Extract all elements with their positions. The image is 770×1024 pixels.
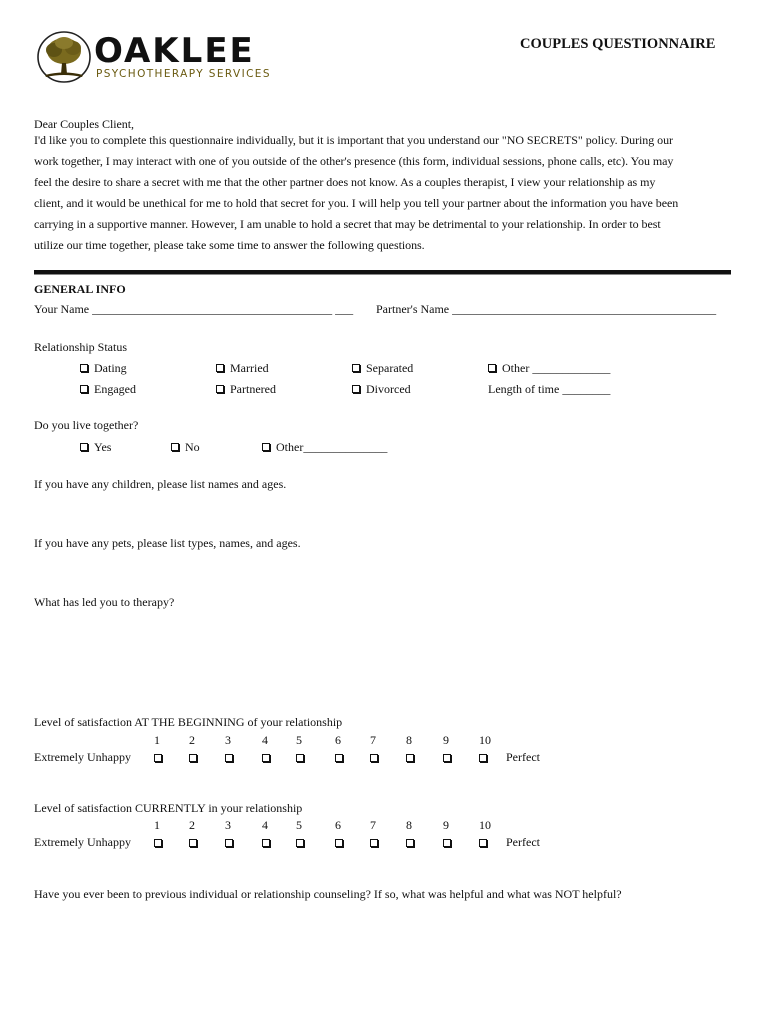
- scale-checkbox[interactable]: [443, 754, 451, 762]
- perfect-label: Perfect: [506, 750, 540, 764]
- scale-number: 5: [296, 733, 302, 747]
- scale-number: 10: [479, 818, 491, 832]
- scale-checkbox[interactable]: [262, 754, 270, 762]
- scale-checkbox[interactable]: [406, 754, 414, 762]
- checkbox-engaged[interactable]: [80, 382, 136, 397]
- page-title: COUPLES QUESTIONNAIRE: [520, 36, 716, 52]
- checkbox-icon: [216, 364, 224, 372]
- checkbox-icon: [262, 443, 270, 451]
- relationship-status-label: Relationship Status: [34, 340, 127, 354]
- checkbox-yes[interactable]: [80, 440, 111, 455]
- intro-line: work together, I may interact with one of you outside of the other's presence (this form, individual sessions, phone calls, etc). You may: [34, 154, 674, 168]
- therapy-prompt: What has led you to therapy?: [34, 595, 175, 609]
- oak-tree-icon: [36, 30, 92, 84]
- intro-line: carrying in a supportive manner. However, I am unable to hold a secret that may be detrimental to your relationship. In order to best: [34, 217, 661, 231]
- scale-checkbox[interactable]: [479, 839, 487, 847]
- scale-checkbox[interactable]: [479, 754, 487, 762]
- scale-number: 3: [225, 818, 231, 832]
- option-label: Yes: [94, 440, 112, 454]
- previous-counseling-prompt: Have you ever been to previous individual or relationship counseling? If so, what was helpful and what was NOT helpful?: [34, 887, 622, 901]
- scale-number: 4: [262, 818, 268, 832]
- pets-prompt: If you have any pets, please list types, names, and ages.: [34, 536, 301, 550]
- scale-number: 8: [406, 733, 412, 747]
- greeting: Dear Couples Client,: [34, 117, 134, 131]
- checkbox-icon: [216, 385, 224, 393]
- scale-checkbox[interactable]: [335, 754, 343, 762]
- checkbox-partnered[interactable]: [216, 382, 276, 397]
- scale-checkbox[interactable]: [296, 754, 304, 762]
- children-prompt: If you have any children, please list names and ages.: [34, 477, 287, 491]
- scale-number: 1: [154, 818, 160, 832]
- live-together-label: Do you live together?: [34, 418, 139, 432]
- scale-checkbox[interactable]: [335, 839, 343, 847]
- scale-checkbox[interactable]: [262, 839, 270, 847]
- checkbox-no[interactable]: [171, 440, 200, 455]
- oaklee-logo: [36, 30, 276, 84]
- checkbox-icon: [488, 364, 496, 372]
- checkbox-other-status[interactable]: [488, 361, 610, 376]
- checkbox-icon: [80, 443, 88, 451]
- scale-number: 7: [370, 818, 376, 832]
- scale-number: 1: [154, 733, 160, 747]
- logo-wordmark: OAKLEE: [94, 31, 255, 71]
- checkbox-icon: [171, 443, 179, 451]
- length-of-time-field[interactable]: Length of time ________: [488, 382, 611, 396]
- section-divider: [34, 270, 731, 274]
- checkbox-icon: [352, 364, 360, 372]
- scale-number: 8: [406, 818, 412, 832]
- scale-number: 6: [335, 733, 341, 747]
- scale-checkbox[interactable]: [225, 754, 233, 762]
- checkbox-dating[interactable]: [80, 361, 127, 376]
- scale-checkbox[interactable]: [189, 754, 197, 762]
- scale-checkbox[interactable]: [370, 839, 378, 847]
- option-label: No: [185, 440, 200, 454]
- scale-number: 2: [189, 733, 195, 747]
- checkbox-other-live[interactable]: [262, 440, 387, 455]
- partner-name-field[interactable]: Partner's Name ____________________________________________: [376, 302, 717, 316]
- scale-checkbox[interactable]: [296, 839, 304, 847]
- your-name-field[interactable]: Your Name ________________________________________ ___: [34, 302, 354, 316]
- scale-number: 4: [262, 733, 268, 747]
- scale-checkbox[interactable]: [443, 839, 451, 847]
- intro-line: utilize our time together, please take some time to answer the following questions.: [34, 238, 425, 252]
- option-label: Dating: [94, 361, 127, 375]
- checkbox-icon: [80, 385, 88, 393]
- checkbox-separated[interactable]: [352, 361, 413, 376]
- scale-number: 10: [479, 733, 491, 747]
- option-label: Married: [230, 361, 269, 375]
- option-label: Separated: [366, 361, 414, 375]
- scale-number: 5: [296, 818, 302, 832]
- satisfaction-current-label: Level of satisfaction CURRENTLY in your relationship: [34, 801, 303, 815]
- scale-checkbox[interactable]: [370, 754, 378, 762]
- intro-line: feel the desire to share a secret with me that the other partner does not know. As a couples therapist, I view your relationship as my: [34, 175, 656, 189]
- intro-line: client, and it would be unethical for me to hold that secret for you. I will help you tell your partner about the information you have been: [34, 196, 679, 210]
- scale-number: 9: [443, 733, 449, 747]
- option-label: Engaged: [94, 382, 136, 396]
- satisfaction-beginning-label: Level of satisfaction AT THE BEGINNING of your relationship: [34, 715, 343, 729]
- logo-subtitle: PSYCHOTHERAPY SERVICES: [96, 68, 271, 80]
- scale-checkbox[interactable]: [406, 839, 414, 847]
- section-heading-general-info: GENERAL INFO: [34, 282, 126, 296]
- intro-line: I'd like you to complete this questionnaire individually, but it is important that you understand our "NO SECRETS" policy. During our: [34, 133, 674, 147]
- scale-checkbox[interactable]: [154, 754, 162, 762]
- option-label: Partnered: [230, 382, 276, 396]
- checkbox-divorced[interactable]: [352, 382, 411, 397]
- option-label: Divorced: [366, 382, 411, 396]
- option-label: Other _____________: [502, 361, 611, 375]
- checkbox-married[interactable]: [216, 361, 269, 376]
- checkbox-icon: [80, 364, 88, 372]
- scale-checkbox[interactable]: [154, 839, 162, 847]
- extremely-unhappy-label: Extremely Unhappy: [34, 835, 131, 849]
- scale-number: 9: [443, 818, 449, 832]
- scale-number: 2: [189, 818, 195, 832]
- extremely-unhappy-label: Extremely Unhappy: [34, 750, 131, 764]
- checkbox-icon: [352, 385, 360, 393]
- scale-number: 3: [225, 733, 231, 747]
- scale-number: 7: [370, 733, 376, 747]
- scale-number: 6: [335, 818, 341, 832]
- scale-checkbox[interactable]: [225, 839, 233, 847]
- scale-checkbox[interactable]: [189, 839, 197, 847]
- perfect-label: Perfect: [506, 835, 540, 849]
- option-label: Other______________: [276, 440, 388, 454]
